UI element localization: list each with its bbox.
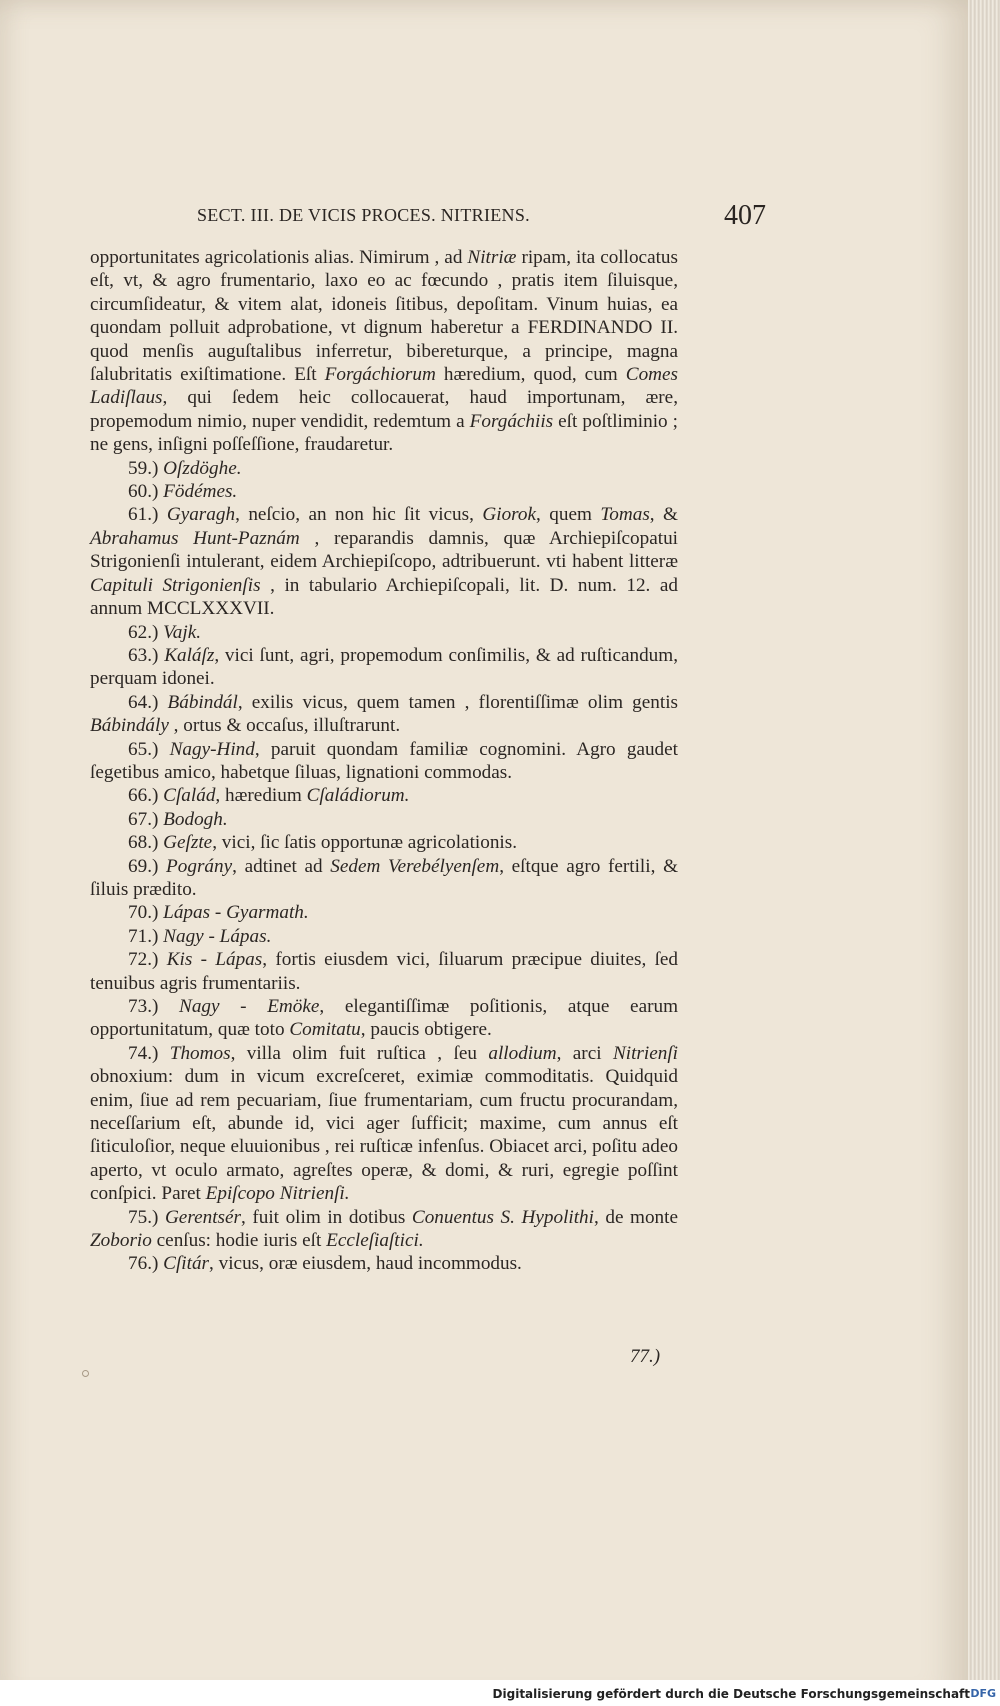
text-run: , ortus & occaſus, illuſtrarunt. [168, 715, 401, 737]
place-name: Geſzte [163, 832, 213, 854]
body-text [90, 246, 678, 1276]
text-run: , de monte [593, 1206, 678, 1228]
place-name: Lápas - Gyarmath. [163, 902, 309, 924]
place-name: Vajk. [163, 621, 202, 643]
text-run: , in tabulario Archiepiſcopali, lit. D. num. 12. ad annum MCCLXXXVII. [90, 574, 678, 620]
place-name: Bábindály [90, 715, 169, 737]
place-name: Födémes. [163, 481, 238, 503]
village-entry [90, 855, 678, 902]
text-run: eſt poſtliminio ; ne gens, inſigni poſſeſſione, fraudaretur. [90, 410, 678, 456]
place-name: Thomos [169, 1042, 231, 1064]
text-run: , qui ſedem heic collocauerat, haud importunam, ære, propemodum nimio, nuper vendidit, redemtum a [90, 387, 678, 432]
place-name: Abrahamus Hunt-Paznám [90, 527, 300, 549]
place-name: Eccleſiaſtici. [326, 1230, 424, 1252]
place-name: Zoborio [90, 1230, 152, 1252]
place-name: Conuentus S. Hypolithi [411, 1206, 594, 1228]
entry-number: 69.) [128, 855, 167, 877]
text-run: , villa olim fuit ruſtica , ſeu [230, 1042, 489, 1064]
paper-spot [82, 1370, 89, 1377]
text-run: , paucis obtigere. [360, 1019, 492, 1041]
village-entry [90, 503, 678, 620]
text-run: , vici ſunt, agri, propemodum conſimilis, & ad ruſticandum, perquam idonei. [90, 644, 678, 690]
entry-list [90, 457, 678, 1276]
place-name: Forgáchiis [469, 410, 554, 432]
village-entry [90, 738, 678, 785]
text-run: , & [649, 504, 678, 526]
place-name: Bodogh. [163, 808, 228, 830]
entry-number: 65.) [128, 738, 170, 760]
place-name: Nagy-Hind [169, 738, 255, 760]
text-run: cenſus: hodie iuris eſt [151, 1230, 327, 1252]
text-run: , eſtque agro fertili, & ſiluis prædito. [90, 855, 678, 900]
text-run: , reparandis damnis, quæ Archiepiſcopatui Strigonienſi intulerant, eidem Archiepiſcopo, adtribuerunt. vti habent litteræ [90, 527, 678, 573]
place-name: Epiſcopo Nitrienſi. [205, 1183, 350, 1205]
text-run: hæredium, quod, cum [435, 364, 626, 386]
text-run: , exilis vicus, quem tamen , florentiſſimæ olim gentis [237, 691, 678, 713]
place-name: Oſzdöghe. [163, 457, 242, 479]
village-entry [90, 1042, 678, 1206]
text-run: ripam, ita collocatus eſt, vt, & agro frumentario, laxo eo ac fœcundo , pratis item ſiluisque, circumſideatur, & vitem alat, idoneis ſitibus, depoſitam. Vinum huias, ea quondam polluit adprobatione, vt dignum haberetur a FERDINANDO II. quod menſis auguſtalibus inferretur, bibereturque, a principe, magna ſalubritatis exiſtimatione. Eſt [90, 247, 678, 386]
place-name: Sedem Verebélyenſem [330, 855, 500, 877]
village-entry [90, 808, 678, 831]
intro-paragraph [90, 246, 678, 457]
text-run: , adtinet ad [232, 855, 331, 877]
village-entry [90, 457, 678, 480]
dfg-logo: DFG [970, 1687, 996, 1700]
text-run: , fortis eiusdem vici, ſiluarum præcipue diuites, ſed tenuibus agris frumentariis. [90, 949, 679, 994]
entry-number: 70.) [128, 902, 164, 924]
place-name: Capituli Strigonienſis [90, 574, 261, 596]
catchword: 77.) [630, 1346, 661, 1367]
place-name: Nagy - Emöke [179, 996, 320, 1017]
place-name: Comes Ladiſlaus [90, 364, 679, 409]
place-name: Cſitár [163, 1253, 210, 1275]
entry-number: 66.) [128, 785, 164, 807]
text-run: , quem [536, 504, 601, 526]
text-run: , arci [556, 1042, 613, 1064]
page-edge-stack [968, 0, 1000, 1706]
place-name: Nitriæ [467, 247, 517, 268]
entry-number: 68.) [128, 832, 164, 854]
entry-number: 75.) [128, 1206, 165, 1228]
village-entry [90, 1252, 678, 1275]
place-name: Forgáchiorum [324, 364, 436, 386]
page-number: 407 [724, 200, 766, 231]
village-entry [90, 925, 678, 948]
village-entry [90, 480, 678, 503]
text-run: obnoxium: dum in vicum excreſceret, eximiæ commoditatis. Quidquid enim, ſiue ad rem pecuariam, ſiue frumentariam, cum fructu procurandam, neceſſarium eſt, abunde id, vici ager ſufficit; maxime, cum annus eſt ſiticuloſior, neque eluuionibus , rei ruſticæ infenſus. Obiacet arci, poſitu adeo aperto, vt oculo armato, agreſtes operæ, & domi, & ruri, egregie poſſint conſpici. Paret [90, 1066, 678, 1205]
entry-number: 64.) [128, 691, 168, 713]
text-run: opportunitates agricolationis alias. Nimirum , ad [90, 247, 468, 268]
running-head: SECT. III. DE VICIS PROCES. NITRIENS. [197, 205, 530, 225]
place-name: Gerentsér [164, 1206, 241, 1228]
place-name: Kis - Lápas [166, 949, 263, 971]
village-entry [90, 995, 678, 1042]
place-name: Cſalád [163, 785, 216, 807]
place-name: Pográny [166, 855, 233, 877]
text-run: , neſcio, an non hic ſit vicus, [235, 504, 483, 526]
village-entry [90, 621, 678, 644]
place-name: Nitrienſi [612, 1042, 678, 1064]
place-name: Comitatu [289, 1019, 361, 1041]
place-name: Kaláſz [164, 644, 215, 666]
entry-number: 61.) [128, 504, 167, 526]
entry-number: 76.) [128, 1253, 164, 1275]
entry-number: 72.) [128, 949, 167, 971]
entry-number: 73.) [128, 996, 180, 1017]
village-entry [90, 691, 678, 738]
text-run: , paruit quondam familiæ cognomini. Agro gaudet ſegetibus amico, habetque ſiluas, lignationi commodas. [90, 738, 678, 783]
entry-number: 59.) [128, 457, 164, 479]
entry-number: 71.) [128, 925, 164, 947]
place-name: allodium [488, 1042, 557, 1064]
village-entry [90, 901, 678, 924]
place-name: Nagy - Lápas. [163, 925, 272, 947]
place-name: Gyaragh [166, 504, 236, 526]
place-name: Bábindál [167, 691, 238, 713]
text-run: , vici, ſic ſatis opportunæ agricolationis. [212, 832, 518, 854]
place-name: Tomas [600, 504, 650, 526]
footer-bar [0, 1680, 1000, 1706]
entry-number: 63.) [128, 644, 165, 666]
village-entry [90, 1206, 678, 1253]
village-entry [90, 784, 678, 807]
footer-credit: Digitalisierung gefördert durch die Deutsche Forschungsgemeinschaft [492, 1687, 970, 1701]
village-entry [90, 831, 678, 854]
entry-number: 62.) [128, 621, 164, 643]
entry-number: 67.) [128, 808, 164, 830]
text-run: , fuit olim in dotibus [240, 1206, 412, 1228]
text-run: , elegantiſſimæ poſitionis, atque earum opportunitatum, quæ toto [90, 996, 678, 1041]
place-name: Cſaládiorum. [306, 785, 410, 807]
entry-number: 74.) [128, 1042, 170, 1064]
entry-number: 60.) [128, 481, 164, 503]
village-entry [90, 948, 678, 995]
village-entry [90, 644, 678, 691]
text-run: , vicus, oræ eiusdem, haud incommodus. [209, 1253, 522, 1275]
place-name: Giorok [482, 504, 537, 526]
text-run: , hæredium [215, 785, 307, 807]
